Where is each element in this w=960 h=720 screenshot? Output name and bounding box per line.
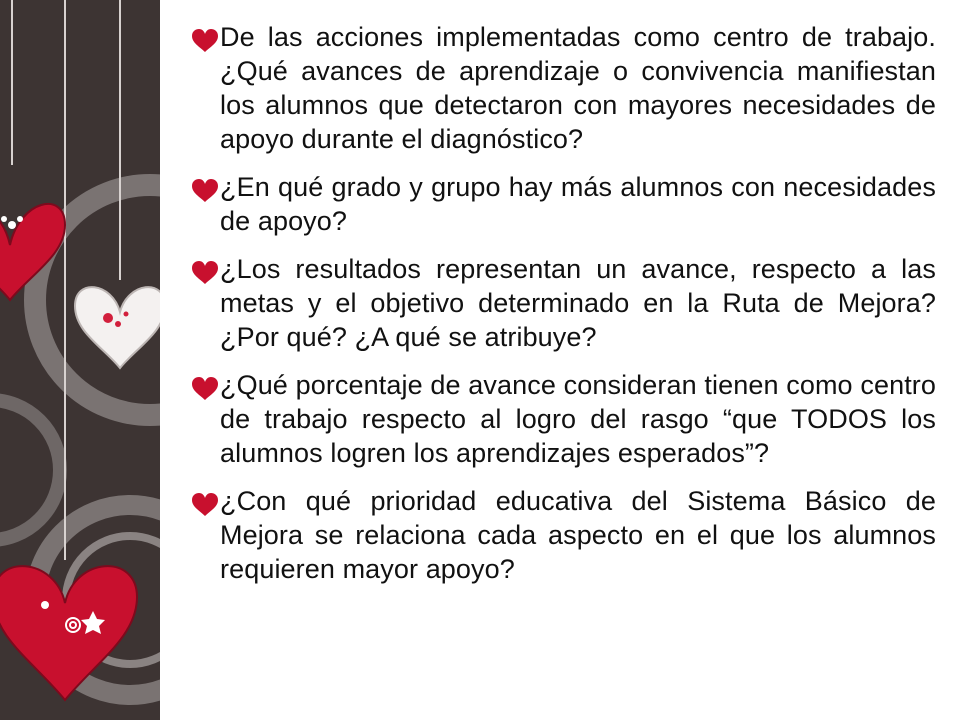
bullet-item bbox=[190, 170, 936, 238]
bullet-text: De las acciones implementadas como centro de trabajo. ¿Qué avances de aprendizaje o convivencia manifiestan los alumnos que detectaron con mayores necesidades de apoyo durante el diagnóstico? bbox=[220, 22, 936, 154]
heart-bullet-icon bbox=[190, 376, 220, 402]
heart-bullet-icon bbox=[190, 178, 220, 204]
content-area bbox=[190, 20, 936, 600]
bullet-item bbox=[190, 484, 936, 586]
bullet-text: ¿Los resultados representan un avance, respecto a las metas y el objetivo determinado en la Ruta de Mejora? ¿Por qué? ¿A qué se atribuye? bbox=[220, 254, 936, 352]
bullet-item bbox=[190, 252, 936, 354]
heart-bullet-icon bbox=[190, 492, 220, 518]
side-panel-artwork bbox=[0, 0, 160, 720]
bullet-text: ¿Qué porcentaje de avance consideran tienen como centro de trabajo respecto al logro del rasgo “que TODOS los alumnos logren los aprendizajes esperados”? bbox=[220, 370, 936, 468]
heart-bullet-icon bbox=[190, 260, 220, 286]
bullet-text: ¿Con qué prioridad educativa del Sistema Básico de Mejora se relaciona cada aspecto en el que los alumnos requieren mayor apoyo? bbox=[220, 486, 936, 584]
bullet-item bbox=[190, 368, 936, 470]
bullet-item bbox=[190, 20, 936, 156]
decorative-side-panel bbox=[0, 0, 160, 720]
heart-bullet-icon bbox=[190, 28, 220, 54]
bullet-text: ¿En qué grado y grupo hay más alumnos con necesidades de apoyo? bbox=[220, 172, 936, 236]
